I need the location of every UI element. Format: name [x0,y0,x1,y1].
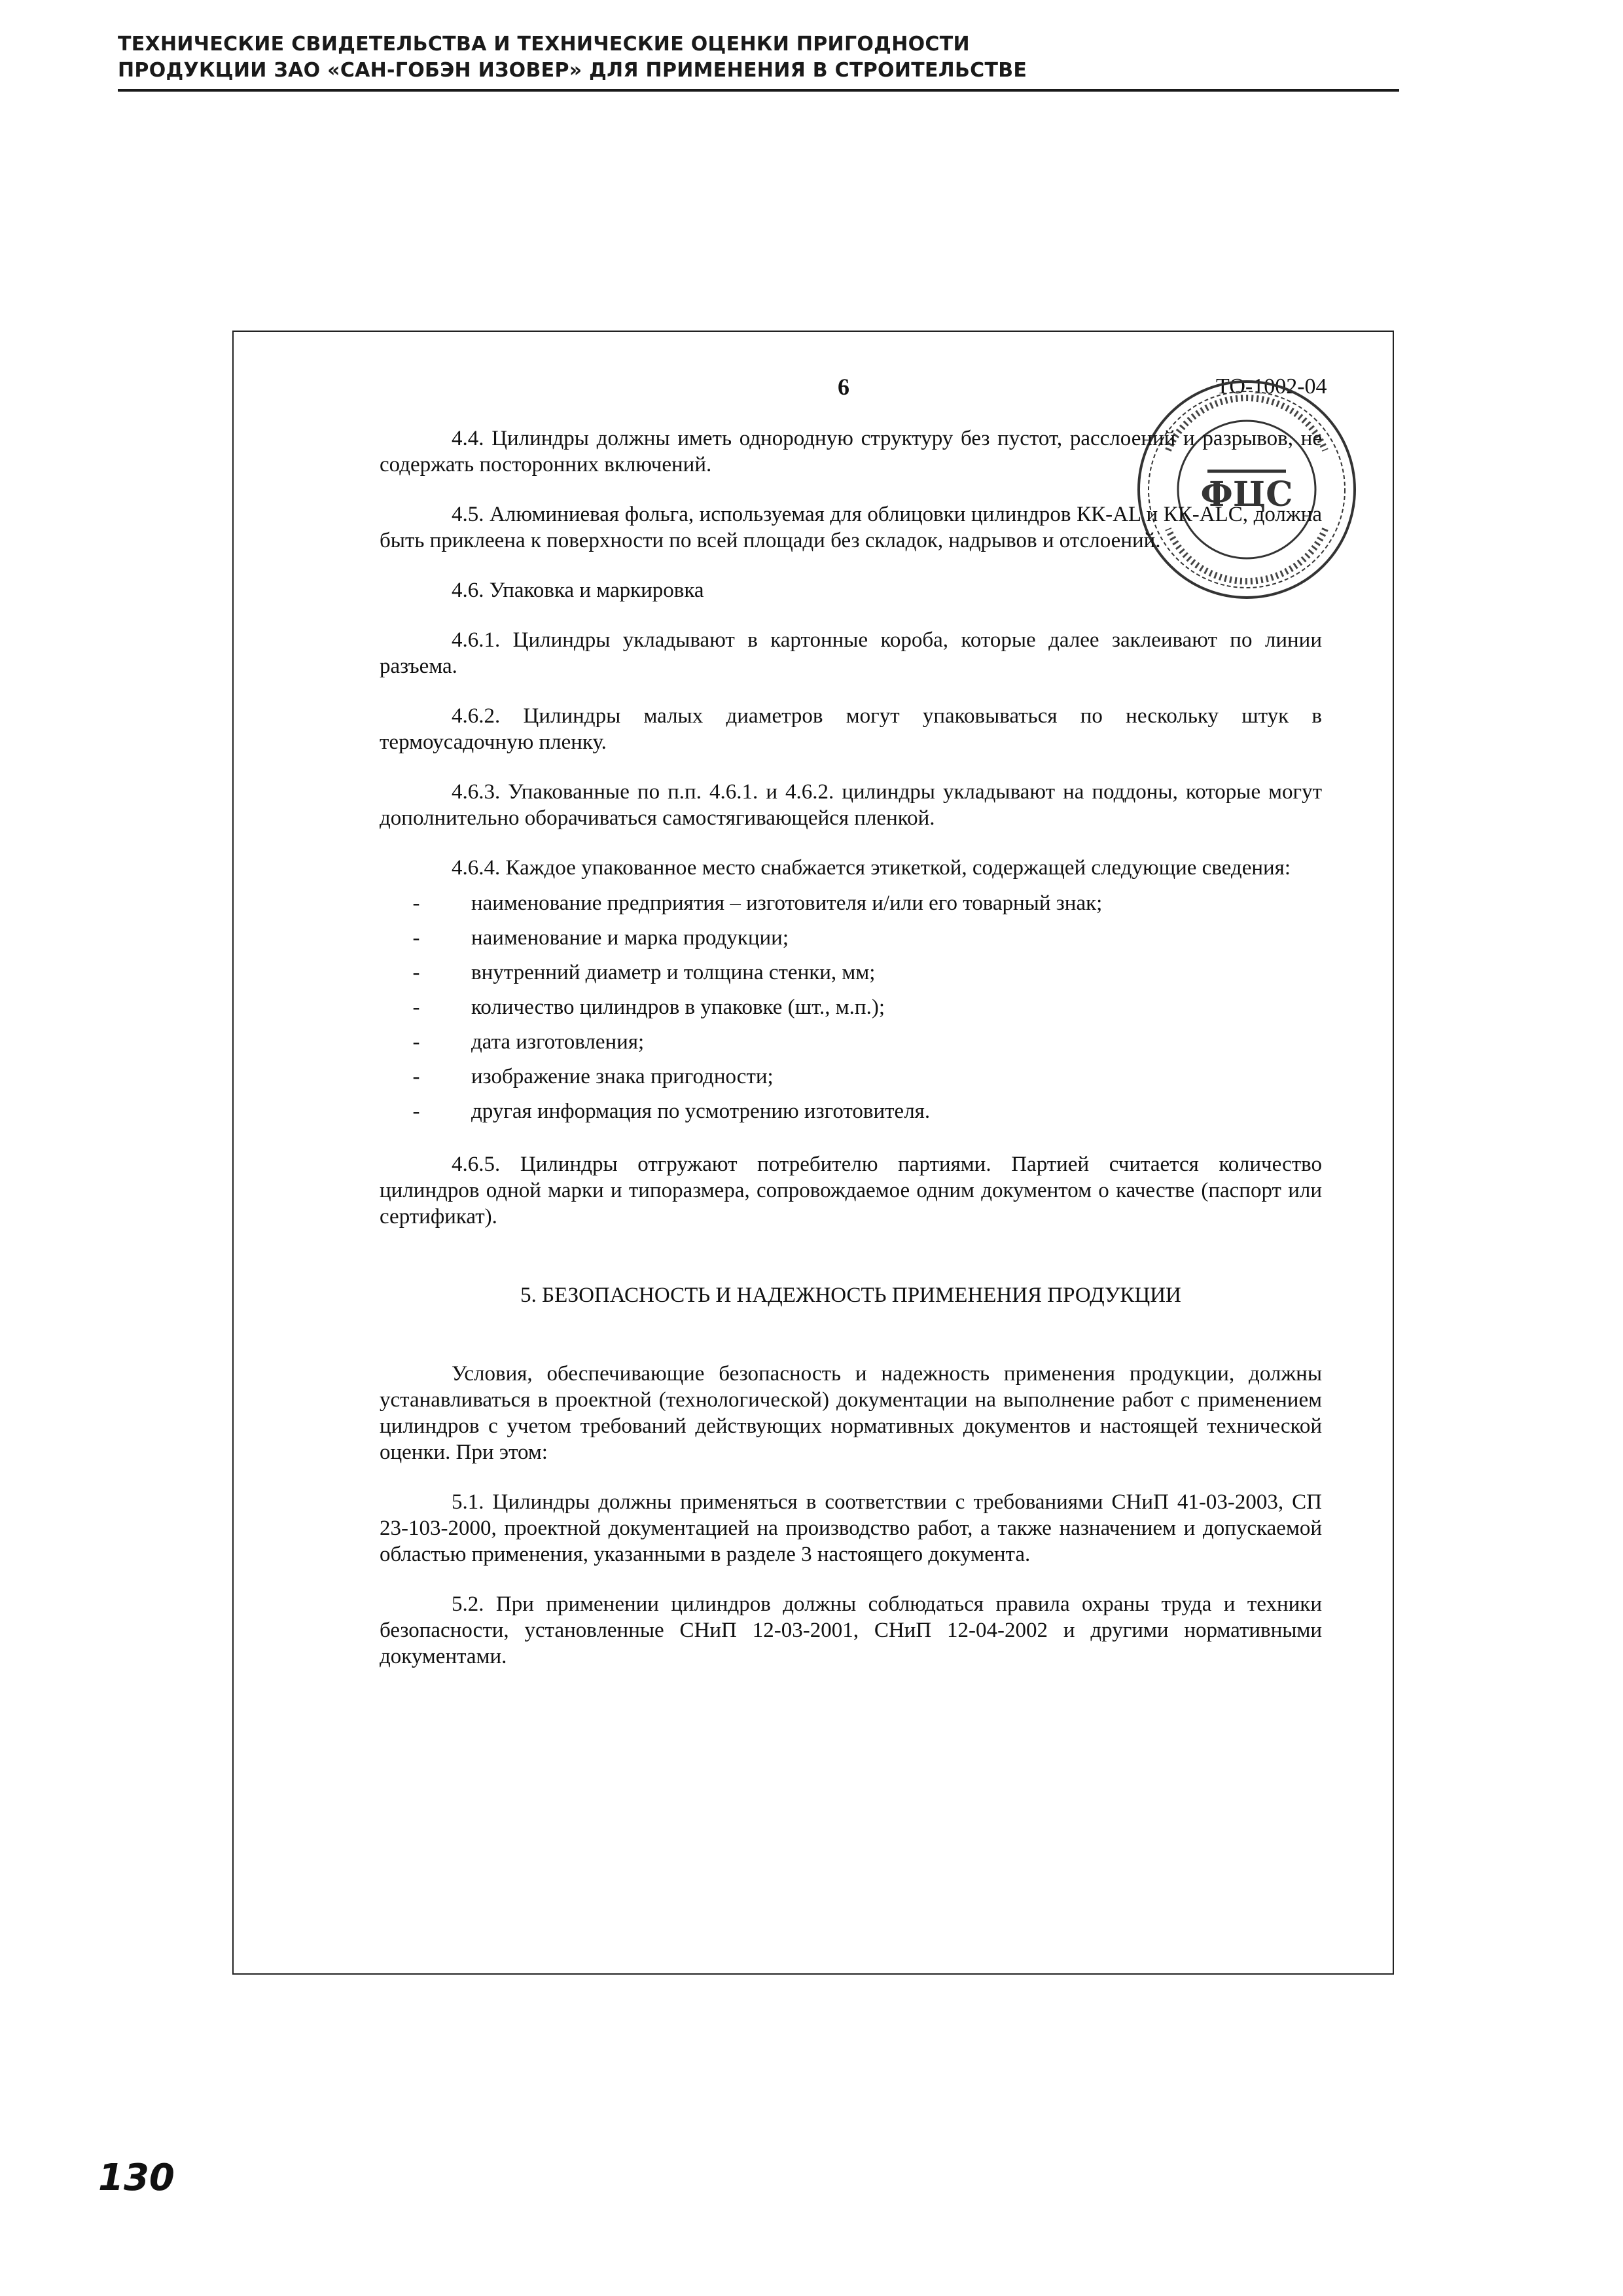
label-info-list [380,886,1322,1129]
list-item: - дата изготовления; [412,1030,645,1054]
list-item: - изображение знака пригодности; [412,1065,774,1088]
paragraph-4-6-5: 4.6.5. Цилиндры отгружают потребителю партиями. Партией считается количество цилиндров одной марки и типоразмера, сопровождаемое одним документом о качестве (паспорт или сертификат). [380,1153,1322,1229]
section-5-title: 5. БЕЗОПАСНОСТЬ И НАДЕЖНОСТЬ ПРИМЕНЕНИЯ ПРОДУКЦИИ [520,1283,1181,1307]
document-code: ТО-1002-04 [1216,374,1327,399]
list-item: - наименование и марка продукции; [412,926,789,950]
list-item: - внутренний диаметр и толщина стенки, мм; [412,961,876,984]
stamp-text: ФЦС [1200,475,1293,514]
paragraph-4-4: 4.4. Цилиндры должны иметь однородную структуру без пустот, расслоений и разрывов, не содержать посторонних включений. [380,427,1322,476]
header-rule [118,89,1399,92]
paragraph-4-6-3: 4.6.3. Упакованные по п.п. 4.6.1. и 4.6.2. цилиндры укладывают на поддоны, которые могут дополнительно оборачиваться самостягивающейся пленкой. [380,780,1322,830]
paragraph-5-intro: Условия, обеспечивающие безопасность и надежность применения продукции, должны устанавливаться в проектной (технологической) документации на выполнение работ с применением цилиндров с учетом требований действующих нормативных документов и настоящей технической оценки. При этом: [380,1362,1322,1464]
paragraph-4-6-2: 4.6.2. Цилиндры малых диаметров могут упаковываться по нескольку штук в термоусадочную пленку. [380,704,1322,754]
paragraph-4-6-1: 4.6.1. Цилиндры укладывают в картонные короба, которые далее заклеивают по линии разъема. [380,628,1322,678]
document-body [380,425,1322,1693]
paragraph-4-6: 4.6. Упаковка и маркировка [452,579,704,602]
page-number: 130 [98,2157,175,2199]
list-item: - наименование предприятия – изготовителя и/или его товарный знак; [412,891,1103,915]
paragraph-4-5: 4.5. Алюминиевая фольга, используемая для облицовки цилиндров КК-AL и КК-ALC, должна быть приклеена к поверхности по всей площади без складок, надрывов и отслоений. [380,503,1322,552]
running-header-line-2: ПРОДУКЦИИ ЗАО «САН-ГОБЭН ИЗОВЕР» ДЛЯ ПРИМЕНЕНИЯ В СТРОИТЕЛЬСТВЕ [118,59,1027,82]
paragraph-4-6-4: 4.6.4. Каждое упакованное место снабжается этикеткой, содержащей следующие сведения: [452,856,1291,880]
running-header-line-1: ТЕХНИЧЕСКИЕ СВИДЕТЕЛЬСТВА И ТЕХНИЧЕСКИЕ ОЦЕНКИ ПРИГОДНОСТИ [118,33,970,56]
paragraph-5-1: 5.1. Цилиндры должны применяться в соответствии с требованиями СНиП 41-03-2003, СП 23-103-2000, проектной документацией на производство работ, а также назначением и допускаемой областью применения, указанными в разделе 3 настоящего документа. [380,1490,1322,1566]
list-item: - другая информация по усмотрению изготовителя. [412,1100,931,1123]
running-header [118,31,1394,84]
list-item: - количество цилиндров в упаковке (шт., м.п.); [412,996,885,1019]
document-page-number: 6 [838,374,849,400]
paragraph-5-2: 5.2. При применении цилиндров должны соблюдаться правила охраны труда и техники безопасности, установленные СНиП 12-03-2001, СНиП 12-04-2002 и другими нормативными документами. [380,1592,1322,1668]
